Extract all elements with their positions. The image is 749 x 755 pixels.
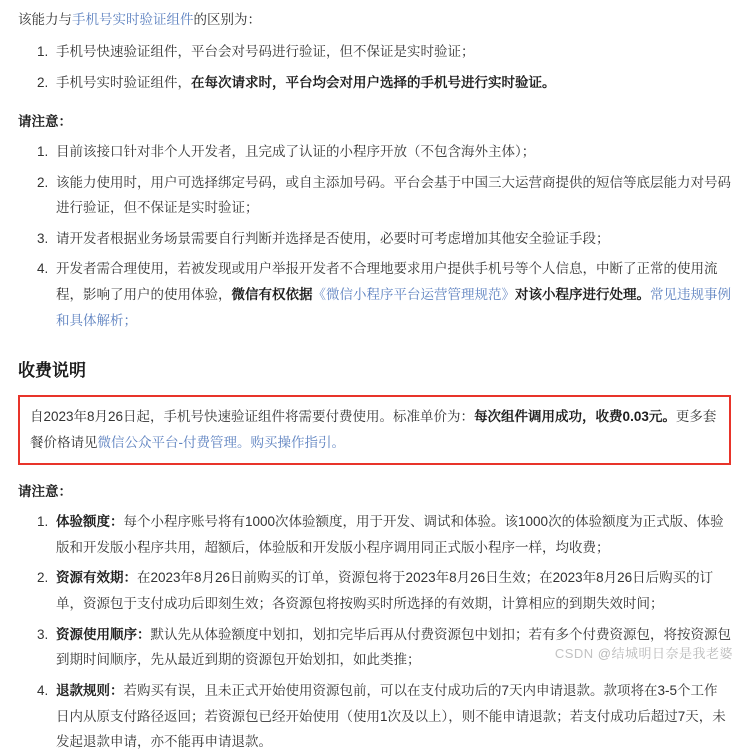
watermark-user: 结城明日奈是我老婆 — [611, 646, 733, 662]
notice1-item4-bold-1: 微信有权依据 — [231, 287, 313, 303]
notice1-item4-bold-2: 对该小程序进行处理。 — [515, 287, 650, 303]
fee-highlight-box — [18, 395, 731, 465]
list-item — [52, 565, 731, 616]
watermark — [555, 642, 733, 667]
fee-more-text: 更多套餐价格请见 — [30, 409, 717, 450]
notice2-item4-bold: 退款规则： — [56, 682, 124, 698]
list-item — [52, 226, 731, 252]
watermark-at: @ — [597, 646, 612, 662]
notice-label-1: 请注意： — [18, 114, 72, 130]
diff-item-2-text: 手机号实时验证组件， — [56, 74, 191, 90]
list-item — [52, 509, 731, 560]
notice1-item3-text: 请开发者根据业务场景需要自行判断并选择是否使用，必要时可考虑增加其他安全验证手段； — [56, 230, 610, 246]
fee-lead-text: 自2023年8月26日起，手机号快速验证组件将需要付费使用。标准单价为： — [30, 409, 475, 425]
list-item — [52, 170, 731, 221]
intro-paragraph — [18, 8, 731, 33]
purchase-guide-link[interactable]: 购买操作指引。 — [250, 434, 345, 450]
notice1-item4-text: 开发者需合理使用，若被发现或用户举报开发者不合理地要求用户提供手机号等个人信息，中断了正常的使用流程，影响了用户的使用体验， — [56, 261, 718, 303]
list-item — [52, 678, 731, 755]
realtime-verify-link[interactable]: 手机号实时验证组件 — [72, 12, 194, 27]
notice2-item2-bold: 资源有效期： — [56, 570, 137, 586]
pay-management-link[interactable]: 微信公众平台-付费管理。 — [97, 434, 251, 450]
notice2-item3-bold: 资源使用顺序： — [56, 626, 151, 642]
list-item — [52, 139, 731, 165]
notice2-item2-text: 在2023年8月26日前购买的订单，资源包将于2023年8月26日生效；在2023年8月26日后购买的订单，资源包于支付成功后即刻生效；各资源包将按购买时所选择的有效期，计算相应的到期失效时间； — [56, 570, 714, 612]
intro-prefix: 该能力与 — [18, 12, 72, 27]
list-item — [52, 39, 731, 65]
notice-list-2 — [18, 509, 731, 755]
section-title-fee: 收费说明 — [18, 361, 86, 381]
notice2-item3-text: 默认先从体验额度中划扣，划扣完毕后再从付费资源包中划扣；若有多个付费资源包，将按资源包到期时间顺序，先从最近到期的资源包开始划扣，如此类推； — [56, 626, 731, 668]
notice2-item1-text: 每个小程序账号将有1000次体验额度，用于开发、调试和体验。该1000次的体验额度为正式版、体验版和开发版小程序共用，超额后，体验版和开发版小程序调用同正式版小程序一样，均收费； — [56, 514, 724, 555]
notice-list-1 — [18, 139, 731, 333]
notice2-item4-text: 若购买有误，且未正式开始使用资源包前，可以在支付成功后的7天内申请退款。款项将在3-5个工作日内从原支付路径返回；若资源包已经开始使用（使用1次及以上），则不能申请退款；若支付成功后超过7天，未发起退款申请，亦不能再申请退款。 — [56, 682, 726, 750]
difference-list — [18, 39, 731, 95]
diff-item-2-bold: 在每次请求时，平台均会对用户选择的手机号进行实时验证。 — [191, 74, 556, 90]
list-item — [52, 70, 731, 96]
notice2-item1-bold: 体验额度： — [56, 514, 124, 530]
platform-rules-link[interactable]: 《微信小程序平台运营管理规范》 — [312, 287, 515, 303]
notice1-item1-text: 目前该接口针对非个人开发者，且完成了认证的小程序开放（不包含海外主体）； — [56, 143, 536, 159]
notice-label-2: 请注意： — [18, 484, 72, 500]
intro-suffix: 的区别为： — [193, 12, 261, 27]
fee-price-text: 每次组件调用成功，收费0.03元。 — [474, 409, 676, 425]
diff-item-1-text: 手机号快速验证组件，平台会对号码进行验证，但不保证是实时验证； — [56, 43, 475, 59]
violation-cases-link[interactable]: 常见违规事例和具体解析； — [56, 287, 731, 328]
list-item — [52, 256, 731, 333]
watermark-brand: CSDN — [554, 646, 594, 662]
notice1-item2-text: 该能力使用时，用户可选择绑定号码，或自主添加号码。平台会基于中国三大运营商提供的短信等底层能力对号码进行验证，但不保证是实时验证； — [56, 174, 731, 216]
